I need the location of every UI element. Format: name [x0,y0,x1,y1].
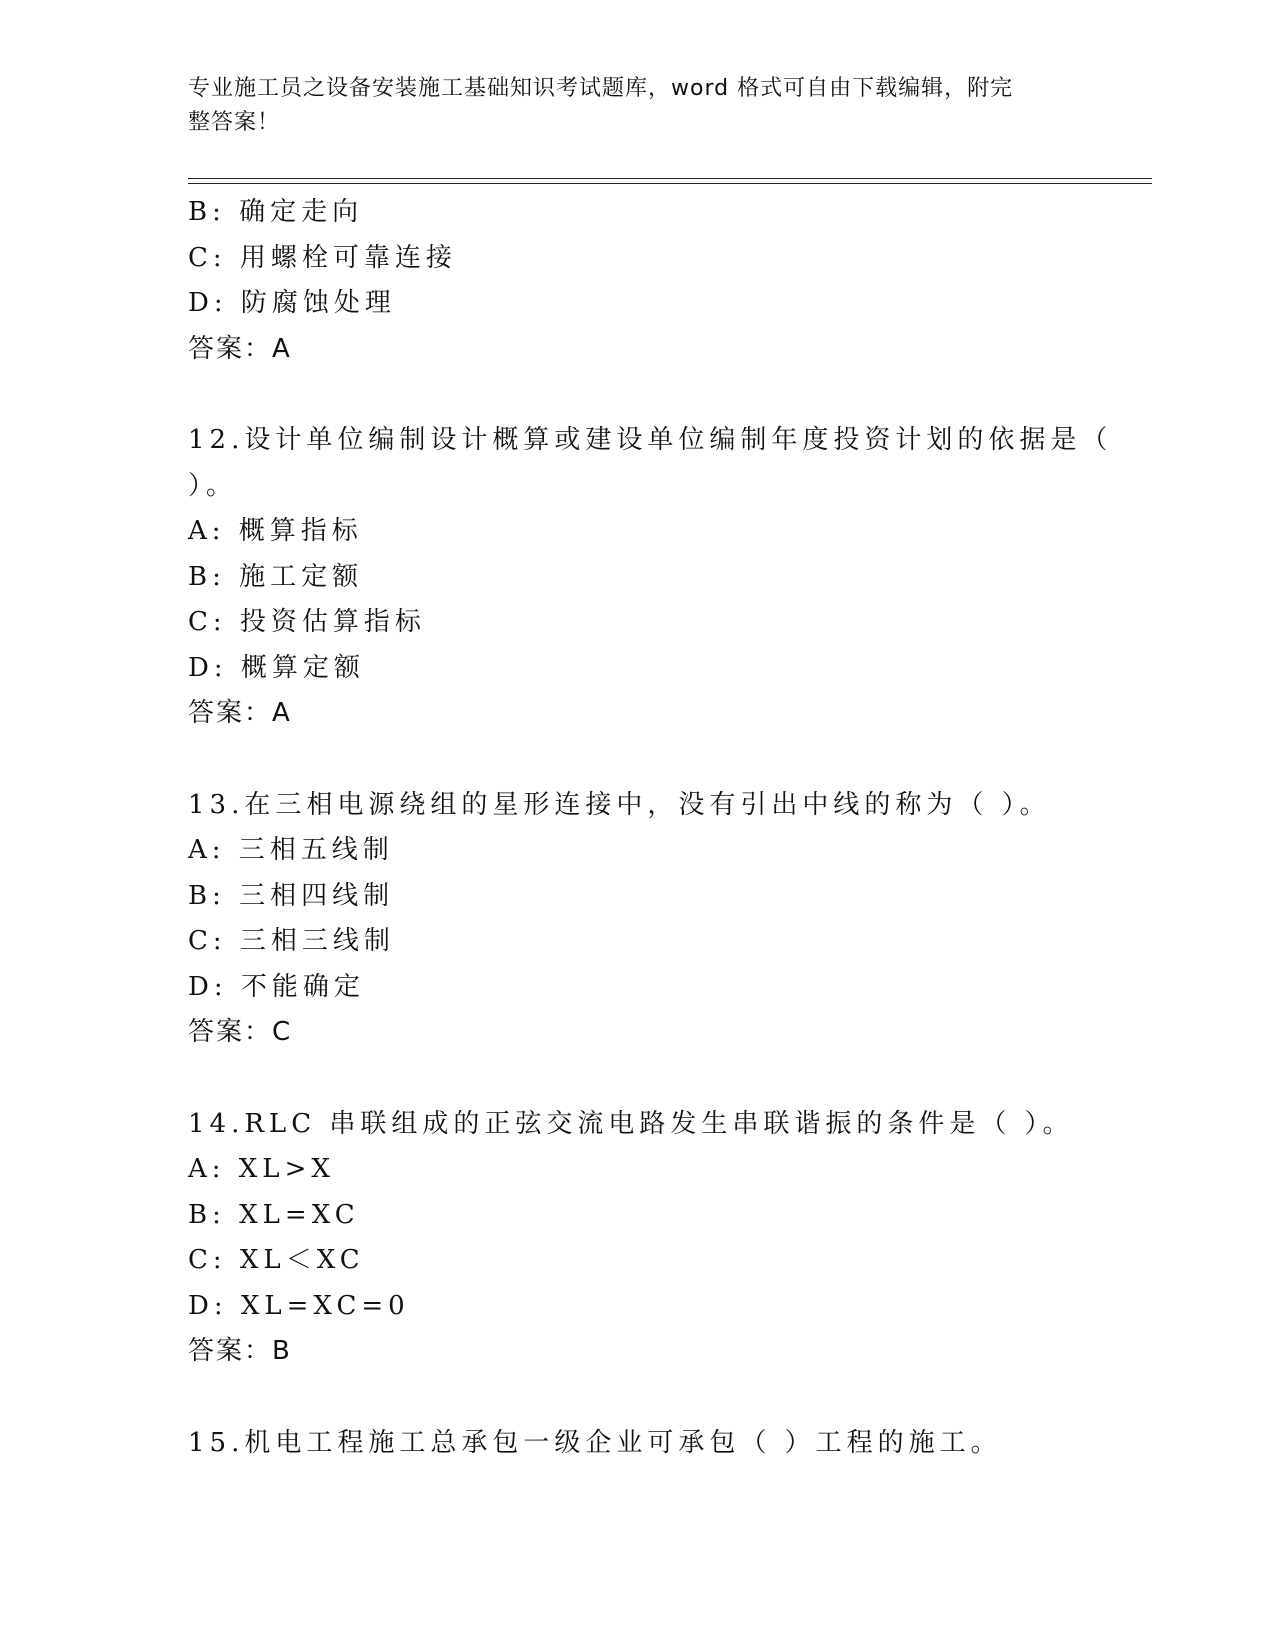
answer-line: 答案：B [188,1336,292,1366]
header-title-line1: 专业施工员之设备安装施工基础知识考试题库，word 格式可自由下载编辑，附完 [188,76,1014,101]
answer-line: 答案：A [188,333,292,364]
option-d: D: 概算定额 [188,652,365,683]
option-d: D: XL=XC=0 [188,1290,410,1321]
option-b: B: 确定走向 [188,197,364,227]
header-divider-bottom [188,183,1152,184]
option-b: B: 三相四线制 [188,880,395,911]
option-d: D: 不能确定 [188,971,365,1002]
answer-line: 答案：A [188,698,292,728]
option-c: C: 用螺栓可靠连接 [188,242,457,273]
answer-line: 答案：C [188,1017,293,1047]
prev-question-block [188,190,1088,372]
header-title-line2: 整答案！ [188,110,281,135]
question-text: 15.机电工程施工总承包一级企业可承包（ ）工程的施工。 [188,1427,1002,1458]
question-text: 13.在三相电源绕组的星形连接中，没有引出中线的称为（ ）。 [188,789,1051,820]
option-a: A: 概算指标 [188,516,363,546]
question-text-line2: ）。 [188,470,238,501]
option-c: C: 三相三线制 [188,926,395,956]
question-text-line1: 12.设计单位编制设计概算或建设单位编制年度投资计划的依据是（ [188,425,1113,455]
question-12 [188,418,1113,737]
question-text: 14.RLC 串联组成的正弦交流电路发生串联谐振的条件是（ ）。 [188,1108,1074,1139]
question-15 [188,1421,1088,1467]
option-a: A: XL>X [188,1154,335,1184]
option-c: C: 投资估算指标 [188,607,426,637]
option-d: D: 防腐蚀处理 [188,288,396,318]
option-b: B: 施工定额 [188,561,364,592]
option-c: C: XL＜XC [188,1245,365,1275]
question-14 [188,1102,1088,1375]
header-divider-top [188,178,1152,179]
document-body [188,190,1113,1466]
option-a: A: 三相五线制 [188,835,394,865]
document-header [188,72,1088,140]
question-13 [188,783,1088,1056]
option-b: B: XL=XC [188,1199,360,1230]
